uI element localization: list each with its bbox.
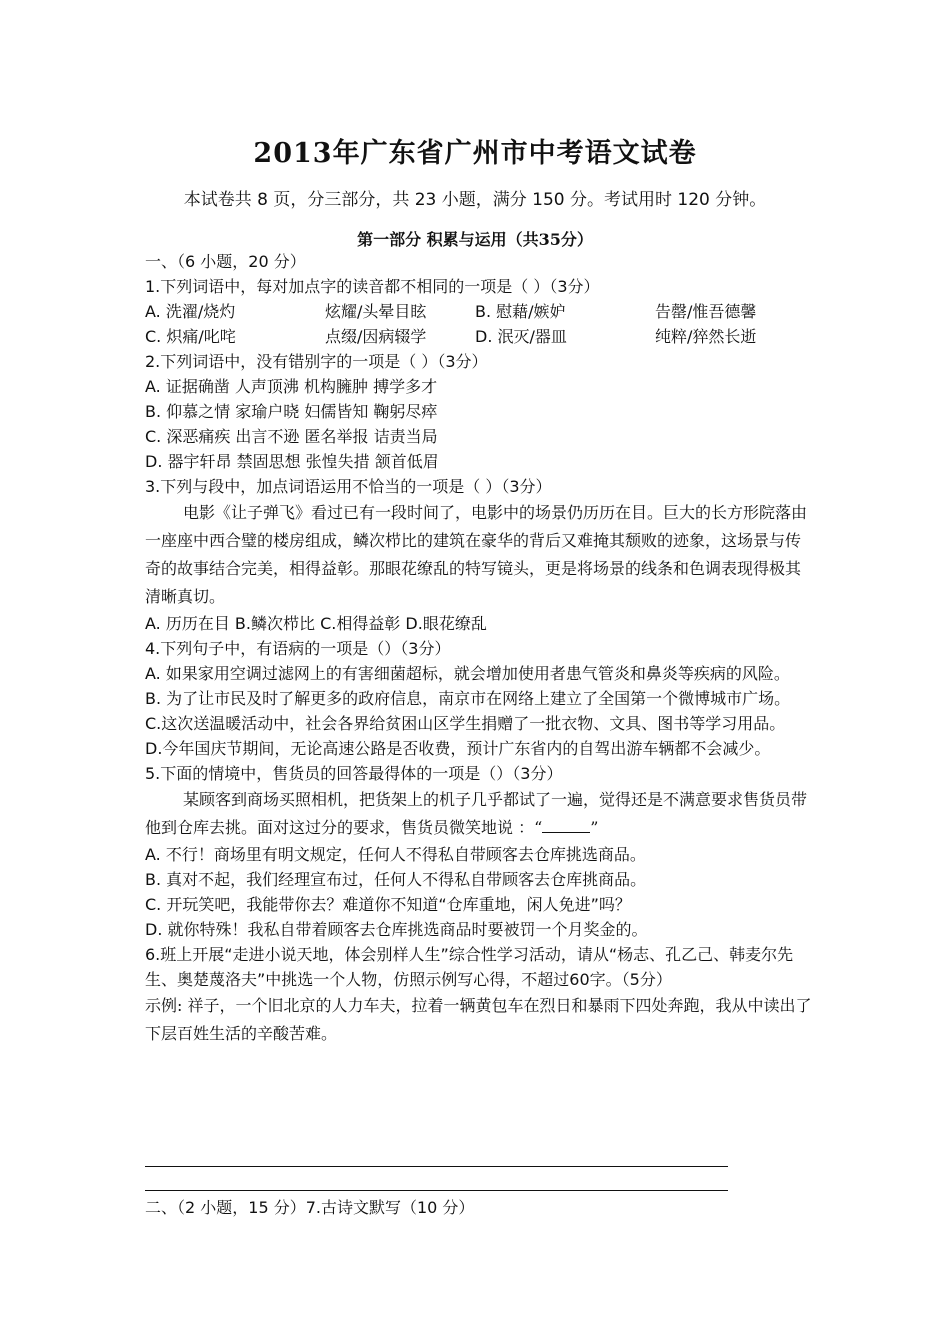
question-5-option-d: D. 就你特殊！我私自带着顾客去仓库挑选商品时要被罚一个月奖金的。 — [145, 920, 648, 939]
question-1-row-cd — [145, 324, 813, 349]
question-1-row-ab — [145, 299, 813, 324]
section-heading: 一、（6 小题，20 分） — [145, 252, 306, 271]
answer-line — [145, 1190, 728, 1191]
question-5-stem: 5.下面的情境中，售货员的回答最得体的一项是（）（3分） — [145, 764, 563, 783]
exam-intro: 本试卷共 8 页，分三部分，共 23 小题，满分 150 分。考试用时 120 分钟。 — [183, 190, 767, 210]
option-text: C. 炽痛/叱咤 — [145, 327, 236, 346]
option-text: B. 慰藉/嫉妒 — [475, 302, 566, 321]
question-3-passage: 电影《让子弹飞》看过已有一段时间了，电影中的场景仍历历在目。巨大的长方形院落由一座座中西合璧的楼房组成，鳞次栉比的建筑在豪华的背后又难掩其颓败的迹象，这场景与传奇的故事结合完美，相得益彰。那眼花缭乱的特写镜头，更是将场景的线条和色调表现得极其清晰真切。 — [145, 503, 808, 606]
question-6-example: 示例: 祥子，一个旧北京的人力车夫，拉着一辆黄包车在烈日和暴雨下四处奔跑，我从中读出了下层百姓生活的辛酸苦难。 — [145, 996, 812, 1043]
question-4-option-c: C.这次送温暖活动中，社会各界给贫困山区学生捐赠了一批衣物、文具、图书等学习用品。 — [145, 714, 786, 733]
passage-text: 某顾客到商场买照相机，把货架上的机子几乎都试了一遍，觉得还是不满意要求售货员带他到仓库去挑。面对这过分的要求，售货员微笑地说 ：“ — [145, 790, 808, 837]
section-2-heading: 二、（2 小题，15 分）7.古诗文默写（10 分） — [145, 1198, 475, 1217]
question-2-option-d: D. 器宇轩昂 禁固思想 张惶失措 颔首低眉 — [145, 452, 439, 471]
question-4-option-d: D.今年国庆节期间，无论高速公路是否收费，预计广东省内的自驾出游车辆都不会减少。 — [145, 739, 771, 758]
option-text: 告罄/惟吾德馨 — [655, 302, 757, 321]
option-text: 炫耀/头晕目眩 — [325, 302, 427, 321]
option-text: 点缀/因病辍学 — [325, 327, 427, 346]
option-text: A. 洗濯/烧灼 — [145, 302, 236, 321]
answer-line — [145, 1166, 728, 1167]
option-text: 纯粹/猝然长逝 — [655, 327, 757, 346]
question-5-option-a: A. 不行！商场里有明文规定，任何人不得私自带顾客去仓库挑选商品。 — [145, 845, 646, 864]
page-title: 2013年广东省广州市中考语文试卷 — [253, 138, 697, 169]
answer-blank — [542, 816, 590, 833]
question-2-stem: 2.下列词语中，没有错别字的一项是（ ）（3分） — [145, 352, 488, 371]
question-5-passage — [145, 786, 813, 842]
question-4-option-a: A. 如果家用空调过滤网上的有害细菌超标，就会增加使用者患气管炎和鼻炎等疾病的风险。 — [145, 664, 790, 683]
questions-body — [145, 249, 813, 1048]
question-2-option-c: C. 深恶痛疾 出言不逊 匿名举报 诘责当局 — [145, 427, 438, 446]
question-2-option-a: A. 证据确凿 人声顶沸 机构臃肿 搏学多才 — [145, 377, 438, 396]
question-5-option-c: C. 开玩笑吧，我能带你去？难道你不知道“仓库重地，闲人免进”吗？ — [145, 895, 631, 914]
question-3-options: A. 历历在目 B.鳞次栉比 C.相得益彰 D.眼花缭乱 — [145, 614, 487, 633]
question-4-stem: 4.下列句子中，有语病的一项是（）（3分） — [145, 639, 451, 658]
question-3-stem: 3.下列与段中，加点词语运用不恰当的一项是（ ）（3分） — [145, 477, 552, 496]
question-5-option-b: B. 真对不起，我们经理宣布过，任何人不得私自带顾客去仓库挑商品。 — [145, 870, 647, 889]
question-6-stem: 6.班上开展“走进小说天地，体会别样人生”综合性学习活动，请从“杨志、孔乙己、韩麦尔先生、奥楚蔑洛夫”中挑选一个人物，仿照示例写心得，不超过60字。（5分） — [145, 945, 794, 989]
question-1-stem: 1.下列词语中，每对加点字的读音都不相同的一项是（ ）（3分） — [145, 277, 600, 296]
option-text: D. 泯灭/器皿 — [475, 327, 567, 346]
question-4-option-b: B. 为了让市民及时了解更多的政府信息，南京市在网络上建立了全国第一个微博城市广场。 — [145, 689, 791, 708]
passage-close-quote: ” — [590, 818, 599, 837]
part-heading: 第一部分 积累与运用（共35分） — [357, 230, 593, 249]
question-2-option-b: B. 仰慕之情 家瑜户晓 妇儒皆知 鞠躬尽瘁 — [145, 402, 438, 421]
